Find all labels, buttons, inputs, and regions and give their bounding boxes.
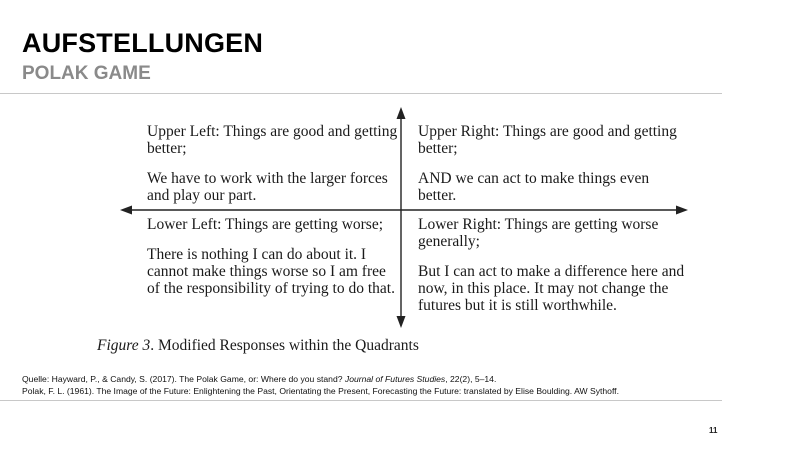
reference-polak: Polak, F. L. (1961). The Image of the Future: Enlightening the Past, Orientating the Present, Forecasting the Future: translated by Elise Boulding. AW Sythoff. [22,386,619,396]
quadrant-heading: Upper Right: Things are good and getting better; [418,123,677,157]
quadrant-body: There is nothing I can do about it. I cannot make things worse so I am free of the responsibility of trying to do that. [147,246,395,297]
quadrant-lower-left [147,216,402,297]
quadrant-heading: Lower Right: Things are getting worse generally; [418,216,659,250]
axis-arrow-left-icon [120,206,132,215]
page-number: 11 [709,426,718,435]
quadrant-heading: Lower Left: Things are getting worse; [147,216,384,233]
reference-text: , 22(2), 5–14. [445,374,497,384]
quadrant-body: AND we can act to make things even better. [418,170,650,204]
quadrant-heading: Upper Left: Things are good and getting better; [147,123,398,157]
references [22,373,619,397]
reference-journal: Journal of Futures Studies [344,374,446,384]
quadrant-body: We have to work with the larger forces and play our part. [147,170,388,204]
slide-title: AUFSTELLUNGEN [22,28,264,58]
slide-subtitle: POLAK GAME [22,63,151,84]
reference-hayward [22,373,619,385]
figure-caption-text: . Modified Responses within the Quadrants [150,337,419,354]
header-divider [0,93,722,94]
quadrant-upper-right [418,123,688,204]
reference-text: Quelle: Hayward, P., & Candy, S. (2017). The Polak Game, or: Where do you stand? [22,374,345,384]
quadrant-body: But I can act to make a difference here and now, in this place. It may not change the futures but it is still worthwhile. [418,263,685,314]
footer-divider [0,400,722,401]
quadrant-upper-left [147,123,402,204]
figure-label: Figure 3 [97,337,151,354]
axis-arrow-right-icon [676,206,688,215]
quadrant-lower-right [418,216,688,314]
axis-arrow-up-icon [397,107,406,119]
figure-caption [97,337,419,355]
axis-arrow-down-icon [397,316,406,328]
